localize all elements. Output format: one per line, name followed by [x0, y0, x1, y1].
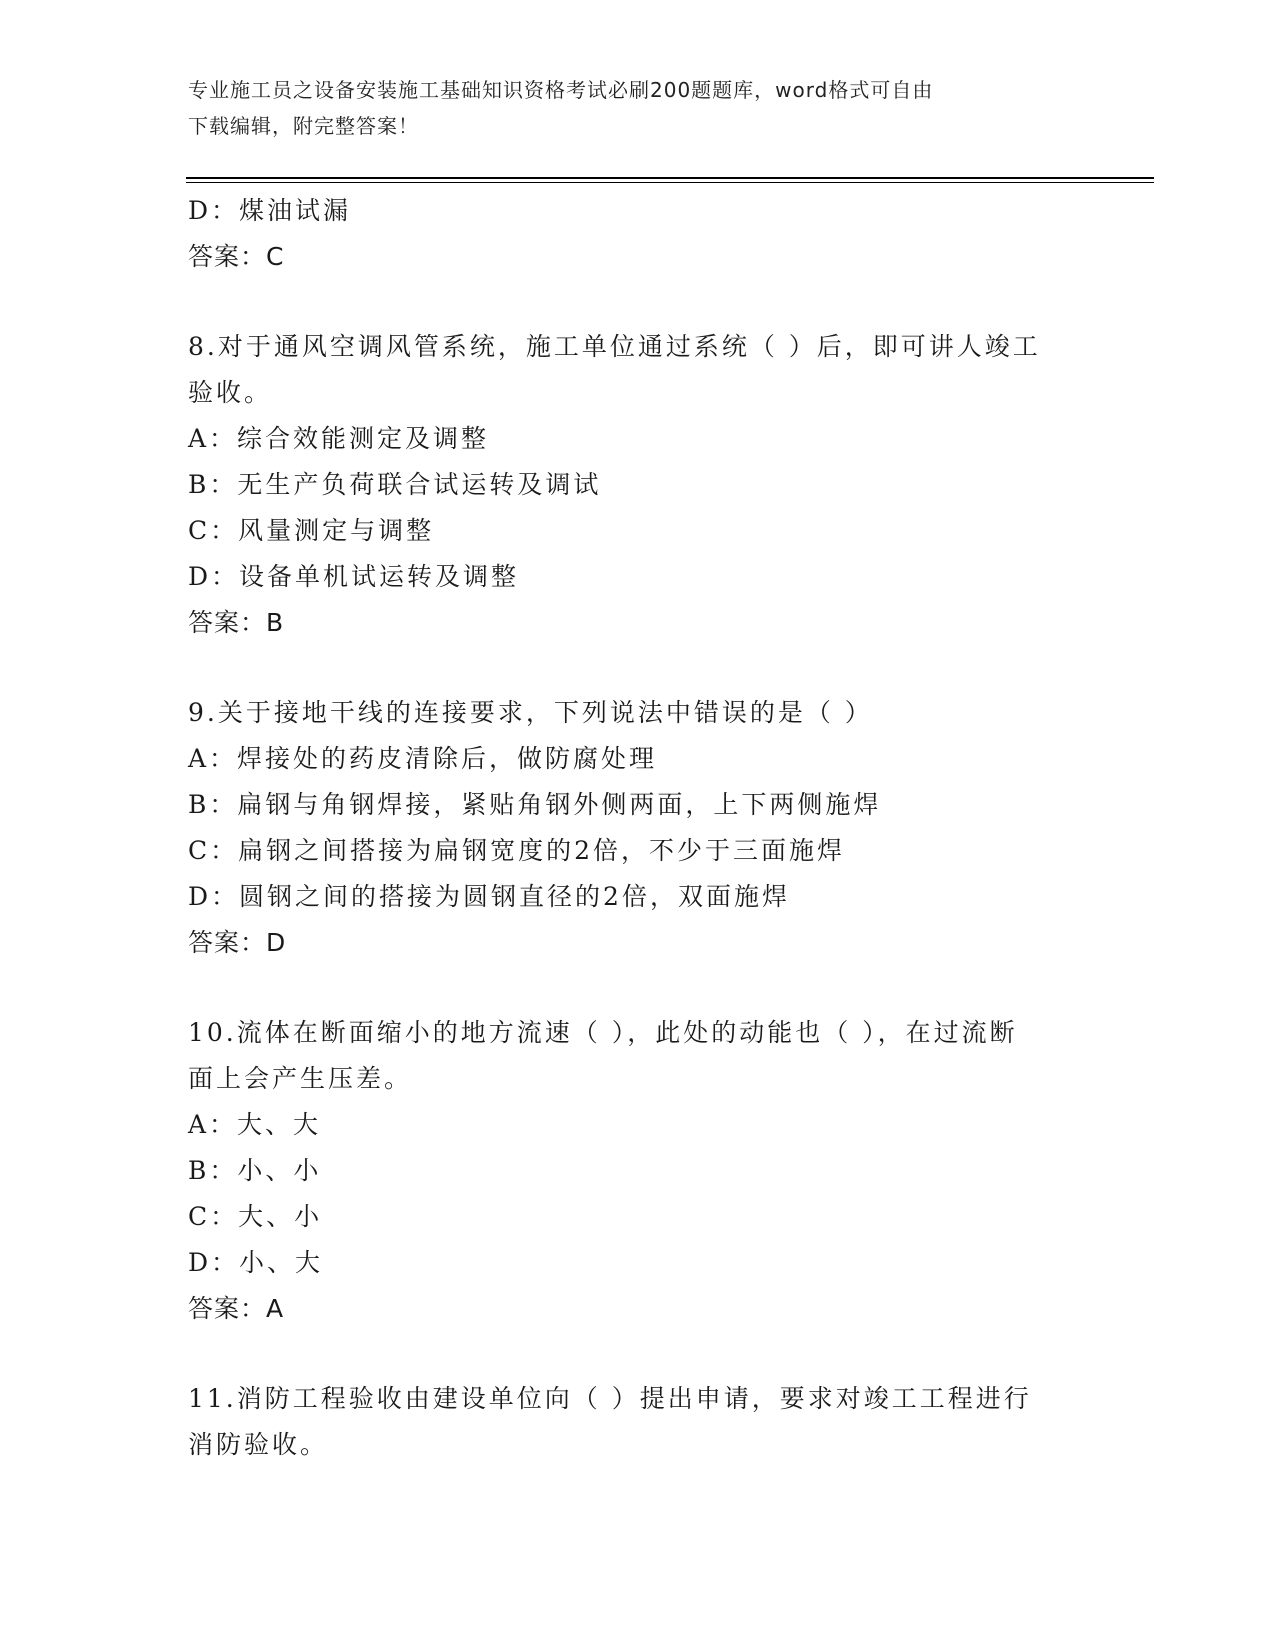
question-10-option-a: A：大、大 [188, 1110, 322, 1139]
question-10-stem-line-2: 面上会产生压差。 [188, 1064, 413, 1093]
question-9-option-d: D：圆钢之间的搭接为圆钢直径的2倍，双面施焊 [188, 882, 790, 911]
question-8-stem-line-2: 验收。 [188, 378, 273, 407]
question-11 [188, 1376, 1088, 1468]
spacer [188, 1332, 1088, 1376]
question-8-option-b: B：无生产负荷联合试运转及调试 [188, 470, 602, 499]
question-9-option-b: B：扁钢与角钢焊接，紧贴角钢外侧两面，上下两侧施焊 [188, 790, 882, 819]
question-8-option-d: D：设备单机试运转及调整 [188, 562, 520, 591]
question-11-stem-line-1: 11.消防工程验收由建设单位向（ ）提出申请，要求对竣工工程进行 [188, 1384, 1032, 1413]
question-9-answer: 答案：D [188, 928, 287, 957]
question-8 [188, 324, 1088, 646]
prev-answer: 答案：C [188, 242, 285, 271]
question-8-answer: 答案：B [188, 608, 285, 637]
header-divider-thin [186, 182, 1154, 183]
question-9-option-c: C：扁钢之间搭接为扁钢宽度的2倍，不少于三面施焊 [188, 836, 846, 865]
question-8-stem-line-1: 8.对于通风空调风管系统，施工单位通过系统（ ）后，即可讲人竣工 [188, 332, 1041, 361]
page-header [188, 72, 1088, 144]
question-10-option-c: C：大、小 [188, 1202, 323, 1231]
spacer [188, 646, 1088, 690]
question-9-option-a: A：焊接处的药皮清除后，做防腐处理 [188, 744, 658, 773]
question-10 [188, 1010, 1088, 1332]
question-10-option-d: D：小、大 [188, 1248, 324, 1277]
question-8-option-a: A：综合效能测定及调整 [188, 424, 490, 453]
question-10-option-b: B：小、小 [188, 1156, 322, 1185]
spacer [188, 280, 1088, 324]
header-title-line-1: 专业施工员之设备安装施工基础知识资格考试必刷200题题库，word格式可自由 [188, 78, 934, 102]
header-divider-thick [186, 177, 1154, 179]
question-10-answer: 答案：A [188, 1294, 285, 1323]
question-content [188, 188, 1088, 1468]
header-title-line-2: 下载编辑，附完整答案！ [188, 114, 419, 138]
question-10-stem-line-1: 10.流体在断面缩小的地方流速（ ），此处的动能也（ ），在过流断 [188, 1018, 1018, 1047]
prev-option-d: D：煤油试漏 [188, 196, 352, 225]
question-8-option-c: C：风量测定与调整 [188, 516, 435, 545]
question-9 [188, 690, 1088, 966]
question-11-stem-line-2: 消防验收。 [188, 1430, 329, 1459]
spacer [188, 966, 1088, 1010]
question-9-stem-line-1: 9.关于接地干线的连接要求，下列说法中错误的是（ ） [188, 698, 873, 727]
